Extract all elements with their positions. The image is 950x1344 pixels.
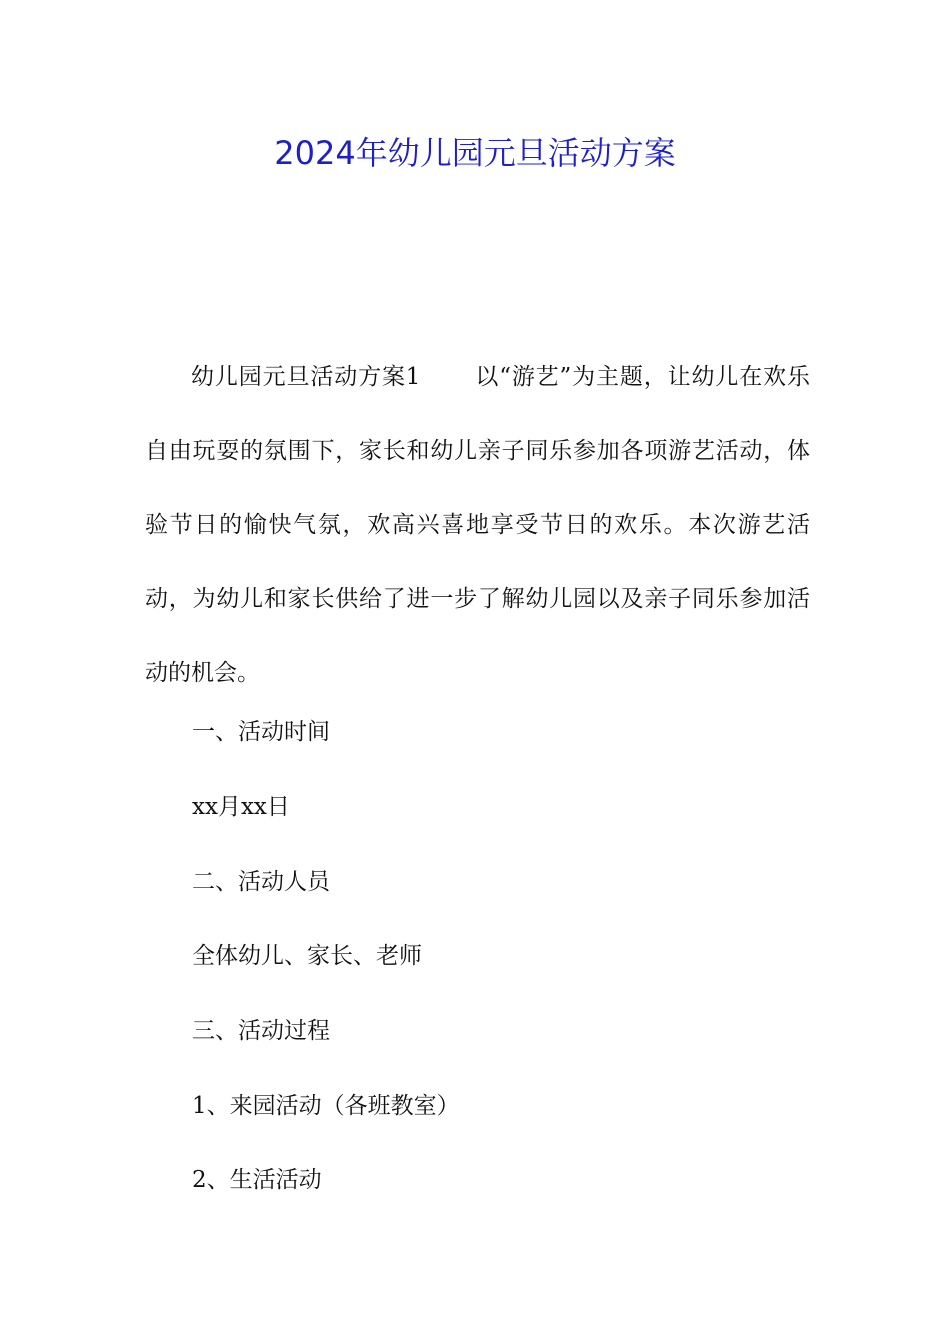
- intro-heading: 幼儿园元旦活动方案1: [191, 364, 421, 390]
- section-people-value: 全体幼儿、家长、老师: [192, 943, 422, 969]
- process-item-2: 2、生活活动: [192, 1167, 322, 1193]
- intro-text: 以“游艺”为主题，让幼儿在欢乐自由玩耍的氛围下，家长和幼儿亲子同乐参加各项游艺活动，体验节日的愉快气氛，欢高兴喜地享受节日的欢乐。本次游艺活动，为幼儿和家长供给了进一步了解幼儿园以及亲子同乐参加活动的机会。: [145, 364, 810, 686]
- document-title: 2024年幼儿园元旦活动方案: [274, 134, 676, 172]
- section-time-value: xx月xx日: [192, 794, 290, 820]
- intro-paragraph: [145, 340, 810, 710]
- process-item-1: 1、来园活动（各班教室）: [192, 1093, 460, 1119]
- section-people-heading: 二、活动人员: [192, 869, 330, 895]
- section-time-heading: 一、活动时间: [192, 719, 330, 745]
- section-process-heading: 三、活动过程: [192, 1018, 330, 1044]
